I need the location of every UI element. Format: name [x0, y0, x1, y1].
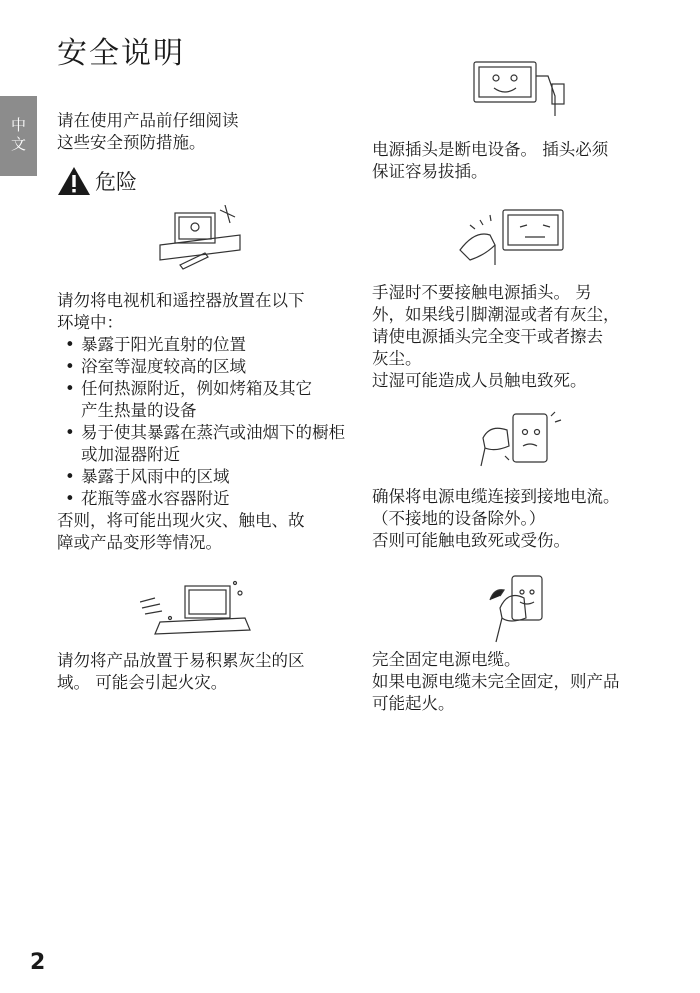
- plug-illustration: [460, 56, 580, 126]
- env-intro-line-1: 请勿将电视机和遥控器放置在以下: [57, 291, 305, 310]
- env-outro-line-1: 否则，将可能出现火灾、触电、故: [57, 511, 305, 530]
- danger-heading: [57, 166, 137, 196]
- grounding-illustration: [475, 408, 565, 473]
- list-item: • 暴露于风雨中的区域: [57, 466, 347, 488]
- wet-hands-warning: [372, 282, 667, 392]
- intro-line-2: 这些安全预防措施。: [57, 133, 206, 152]
- env-outro-line-2: 障或产品变形等情况。: [57, 533, 222, 552]
- dust-line-1: 请勿将产品放置于易积累灰尘的区: [57, 651, 305, 670]
- dust-illustration: [140, 578, 260, 638]
- cable-warning: [372, 649, 667, 715]
- intro-text: [57, 110, 347, 154]
- environment-list: [57, 334, 347, 510]
- plug-note: [372, 139, 662, 183]
- list-item: • 任何热源附近，例如烤箱及其它产生热量的设备: [57, 378, 321, 422]
- ground-line-1: 确保将电源电缆连接到接地电流。: [372, 487, 620, 506]
- intro-line-1: 请在使用产品前仔细阅读: [57, 111, 239, 130]
- language-tab: 中文: [0, 96, 37, 176]
- plug-line-2: 保证容易拔插。: [372, 162, 488, 181]
- cable-line-1: 完全固定电源电缆。: [372, 650, 521, 669]
- dust-line-2: 域。 可能会引起火灾。: [57, 673, 228, 692]
- warning-triangle-icon: [57, 166, 91, 196]
- list-item: • 暴露于阳光直射的位置: [57, 334, 347, 356]
- dust-warning: [57, 650, 347, 694]
- ground-line-2: （不接地的设备除外。）: [372, 509, 546, 528]
- list-item: • 易于使其暴露在蒸汽或油烟下的橱柜或加湿器附近: [57, 422, 346, 466]
- wet-line-3: 请使电源插头完全变干或者擦去: [372, 327, 603, 346]
- wet-line-1: 手湿时不要接触电源插头。 另: [372, 283, 592, 302]
- page-number: 2: [30, 950, 46, 975]
- plug-line-1: 电源插头是断电设备。 插头必须: [372, 140, 609, 159]
- list-item: • 浴室等湿度较高的区域: [57, 356, 347, 378]
- wet-line-2: 外，如果线引脚潮湿或者有灰尘，: [372, 305, 620, 324]
- wet-hands-illustration: [455, 205, 585, 270]
- wet-line-4: 灰尘。: [372, 349, 422, 368]
- cable-line-3: 可能起火。: [372, 694, 455, 713]
- grounding-warning: [372, 486, 667, 552]
- ground-line-3: 否则可能触电致死或受伤。: [372, 531, 570, 550]
- list-item: • 花瓶等盛水容器附近: [57, 488, 347, 510]
- wet-line-5: 过湿可能造成人员触电致死。: [372, 371, 587, 390]
- tv-environment-illustration: [150, 205, 250, 270]
- secure-cable-illustration: [480, 568, 560, 643]
- cable-line-2: 如果电源电缆未完全固定，则产品: [372, 672, 620, 691]
- env-intro-line-2: 环境中：: [57, 313, 123, 332]
- danger-label: 危险: [95, 170, 137, 194]
- environment-warning: [57, 290, 347, 554]
- page-title: 安全说明: [57, 36, 185, 71]
